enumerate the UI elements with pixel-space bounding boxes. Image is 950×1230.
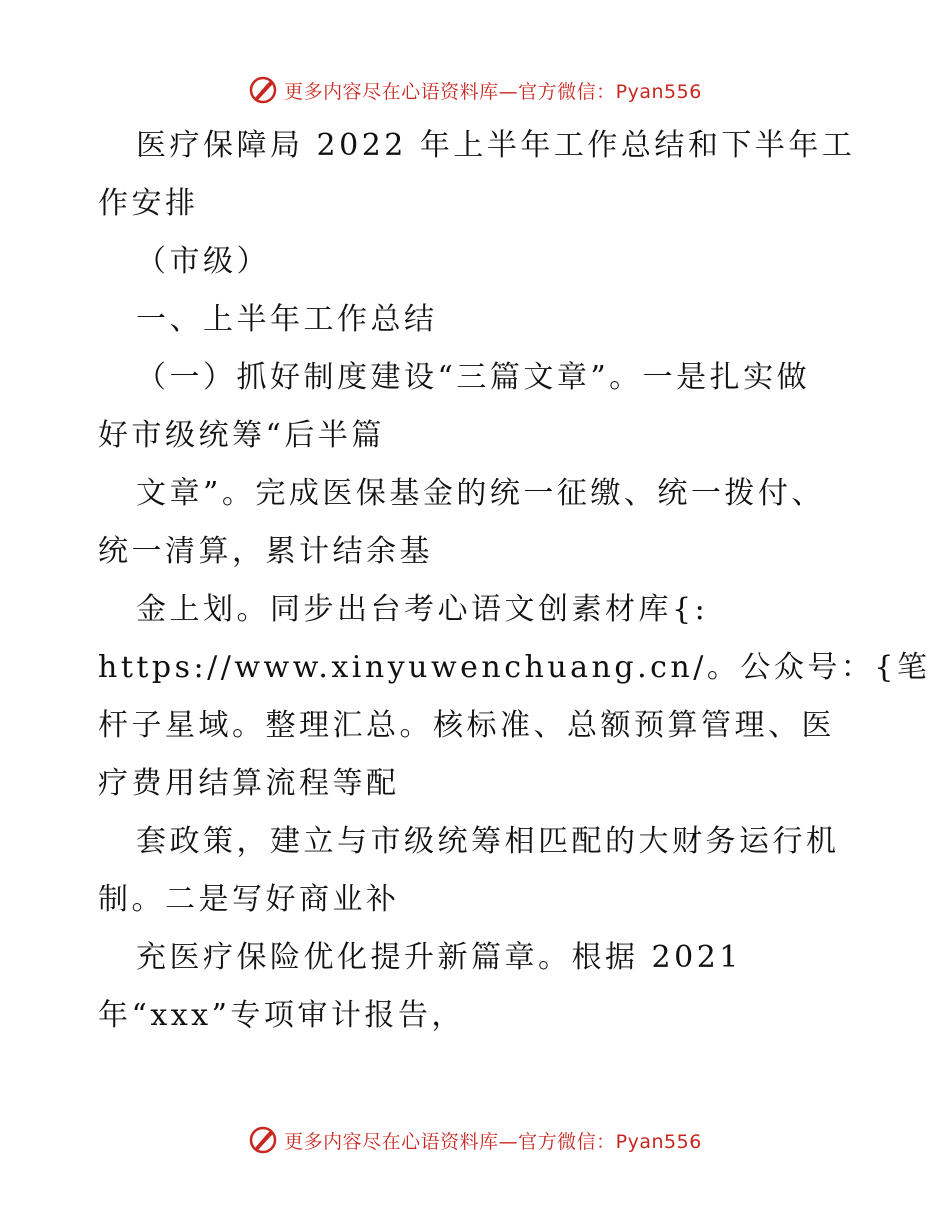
paragraph-line: 杆子星域。整理汇总。核标准、总额预算管理、医 xyxy=(98,708,835,743)
footer-watermark xyxy=(0,1120,950,1160)
document-subtitle: （市级） xyxy=(136,244,270,279)
header-watermark-text: 更多内容尽在心语资料库—官方微信：Pyan556 xyxy=(284,80,702,103)
paragraph-line: 好市级统筹“后半篇 xyxy=(98,418,385,453)
document-title-line-1: 医疗保障局 2022 年上半年工作总结和下半年工 xyxy=(136,128,856,163)
paragraph-line-url: https://www.xinyuwenchuang.cn/。公众号：{笔 xyxy=(98,650,931,685)
document-title-line-2: 作安排 xyxy=(98,186,199,221)
paragraph-line: 疗费用结算流程等配 xyxy=(98,766,400,801)
paragraph-line: 文章”。完成医保基金的统一征缴、统一拨付、 xyxy=(136,476,825,511)
paragraph-line: 充医疗保险优化提升新篇章。根据 2021 xyxy=(136,940,742,975)
pen-circle-logo-icon xyxy=(248,75,278,105)
pen-circle-logo-icon xyxy=(248,1125,278,1155)
paragraph-line: 金上划。同步出台考心语文创素材库{: xyxy=(136,592,709,627)
paragraph-line: 制。二是写好商业补 xyxy=(98,882,400,917)
paragraph-line: 套政策，建立与市级统筹相匹配的大财务运行机 xyxy=(136,824,840,859)
document-body xyxy=(98,117,931,1045)
paragraph-line: 统一清算，累计结余基 xyxy=(98,534,433,569)
footer-watermark-text: 更多内容尽在心语资料库—官方微信：Pyan556 xyxy=(284,1130,702,1153)
header-watermark xyxy=(0,70,950,110)
paragraph-line: 年“xxx”专项审计报告， xyxy=(98,998,465,1033)
section-heading: 一、上半年工作总结 xyxy=(136,302,438,337)
paragraph-line: （一）抓好制度建设“三篇文章”。一是扎实做 xyxy=(136,360,811,395)
